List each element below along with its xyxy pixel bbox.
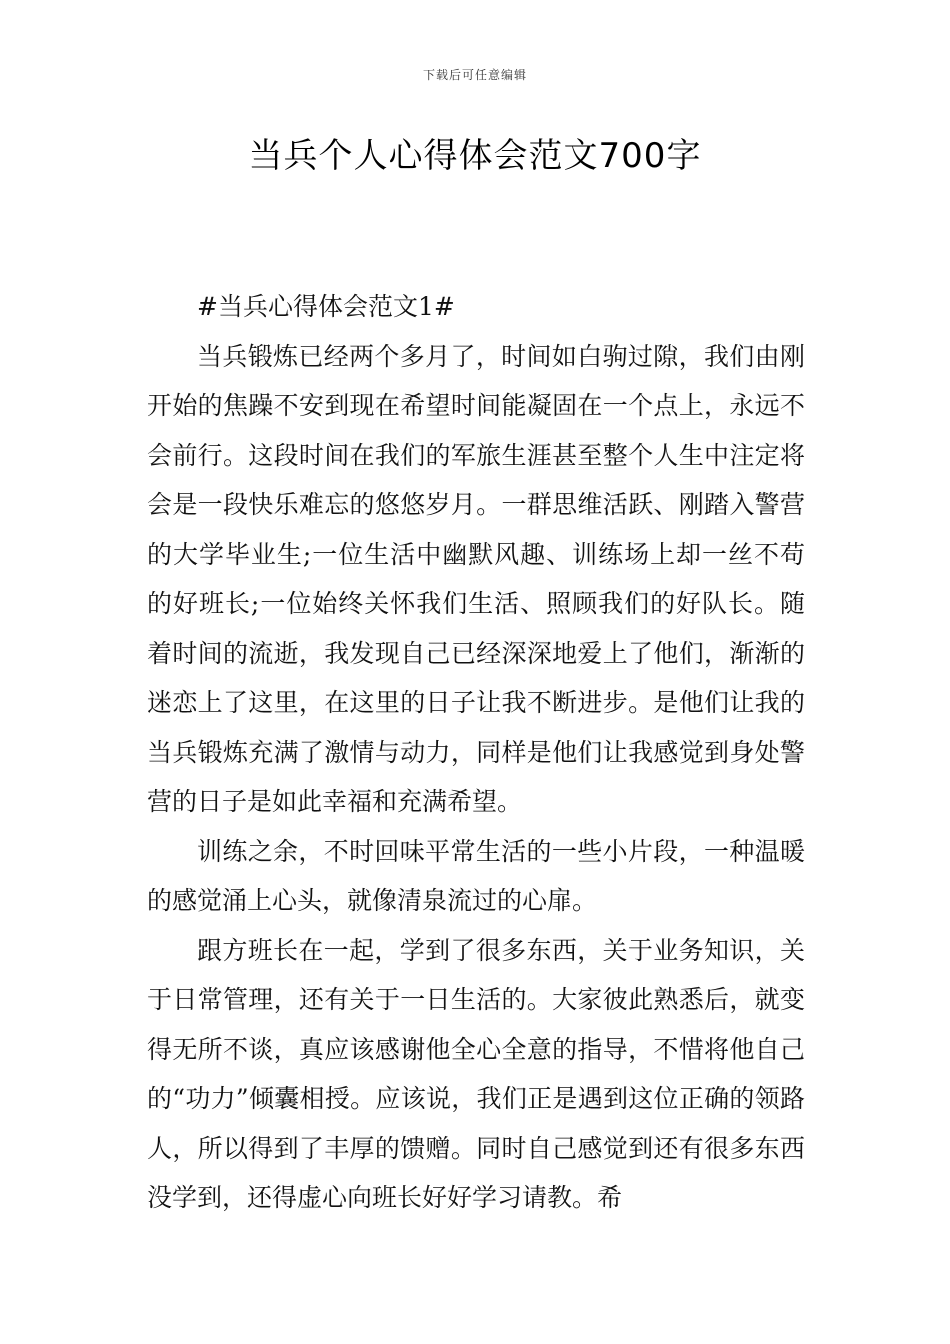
section-heading: #当兵心得体会范文1# (197, 292, 455, 321)
header-note: 下载后可任意编辑 (422, 68, 527, 82)
paragraph-2: 训练之余，不时回味平常生活的一些小片段，一种温暖的感觉涌上心头，就像清泉流过的心扉。 (147, 836, 805, 915)
paragraph-1: 当兵锻炼已经两个多月了，时间如白驹过隙，我们由刚开始的焦躁不安到现在希望时间能凝固在一个点上，永远不会前行。这段时间在我们的军旅生涯甚至整个人生中注定将会是一段快乐难忘的悠悠岁月。一群思维活跃、刚踏入警营的大学毕业生;一位生活中幽默风趣、训练场上却一丝不苟的好班长;一位始终关怀我们生活、照顾我们的好队长。随着时间的流逝，我发现自己已经深深地爱上了他们，渐渐的迷恋上了这里，在这里的日子让我不断进步。是他们让我的当兵锻炼充满了激情与动力，同样是他们让我感觉到身处警营的日子是如此幸福和充满希望。 (147, 341, 805, 816)
document-body (147, 282, 805, 1223)
paragraph-3: 跟方班长在一起，学到了很多东西，关于业务知识，关于日常管理，还有关于一日生活的。大家彼此熟悉后，就变得无所不谈，真应该感谢他全心全意的指导，不惜将他自己的“功力”倾囊相授。应该说，我们正是遇到这位正确的领路人，所以得到了丰厚的馈赠。同时自己感觉到还有很多东西没学到，还得虚心向班长好好学习请教。希 (147, 935, 805, 1212)
document-title: 当兵个人心得体会范文700字 (248, 136, 702, 176)
